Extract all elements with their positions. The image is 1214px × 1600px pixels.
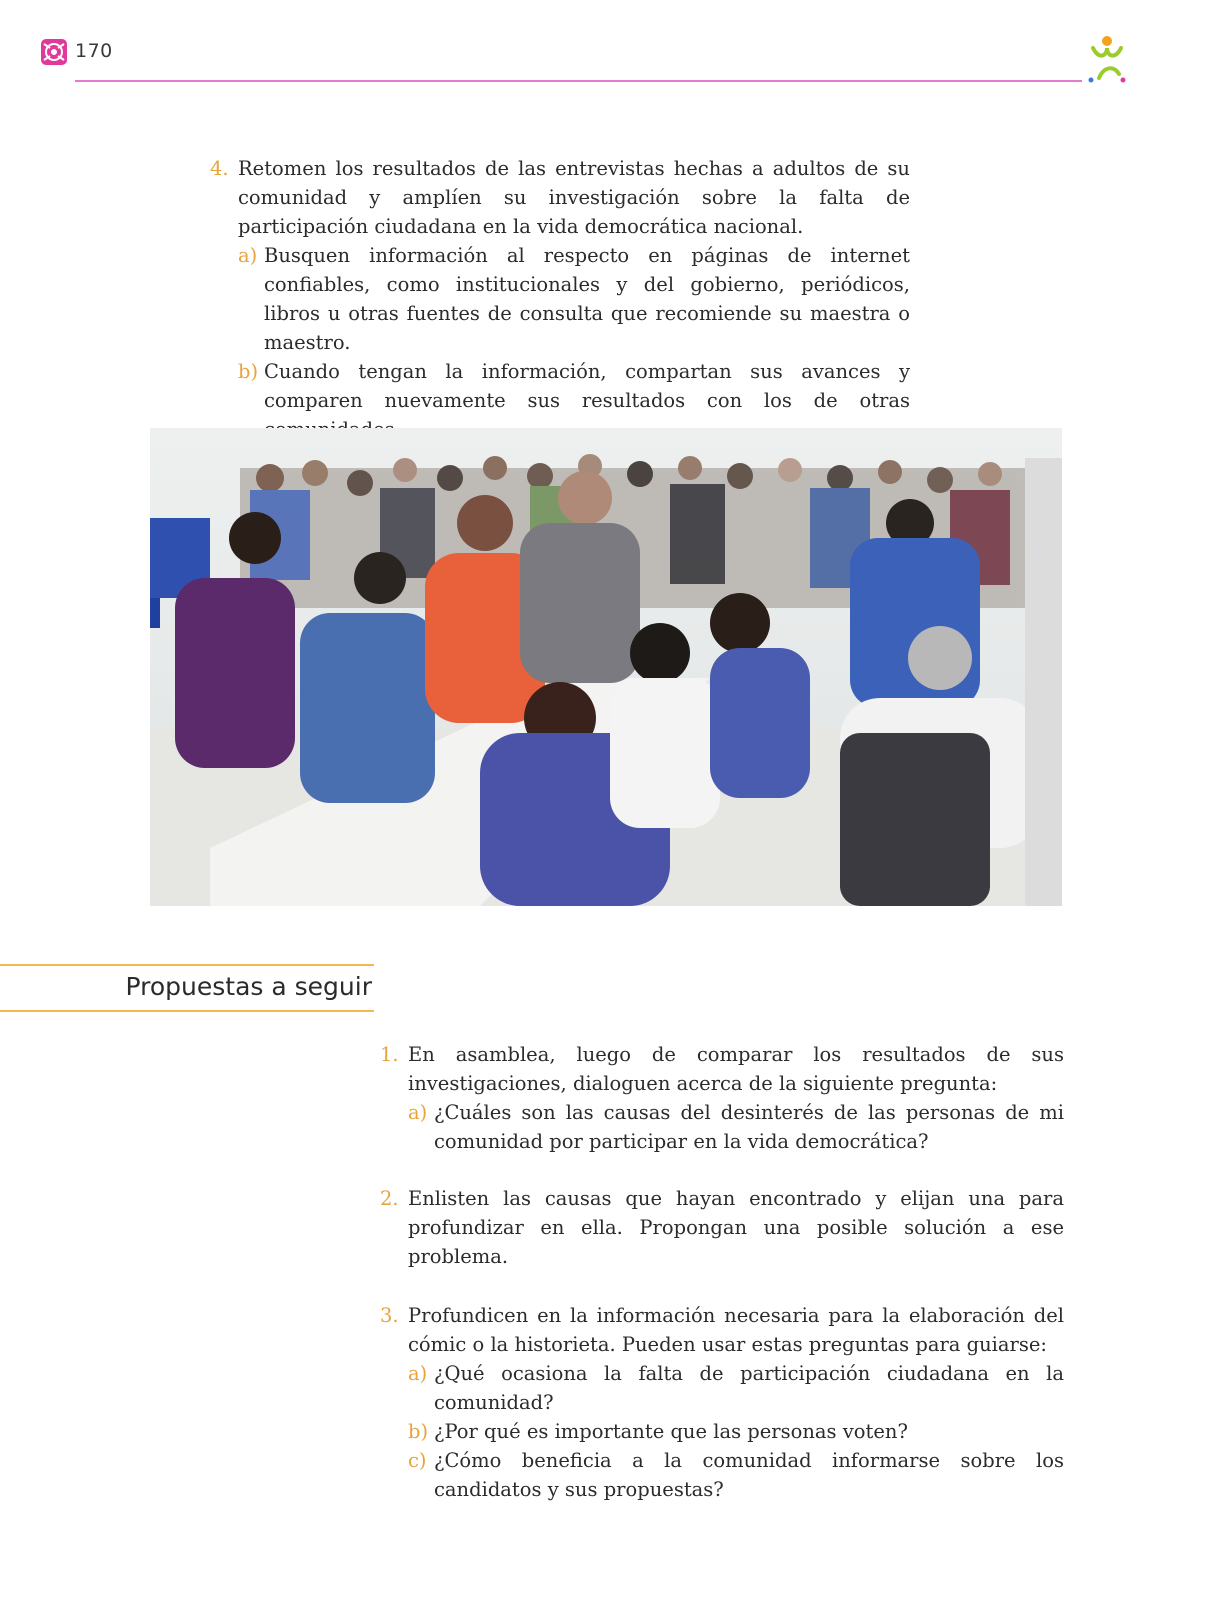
proposal-3 [380,1301,1064,1504]
sub-item [238,241,910,357]
sub-letter: b) [238,360,259,383]
sub-letter: c) [408,1449,427,1472]
page-number: 170 [75,40,113,62]
sub-list [380,1098,1064,1156]
proposal-item [380,1040,1064,1098]
proposals-list [380,1040,1064,1504]
sub-item [408,1417,1064,1446]
item-text: Profundicen en la información necesaria para la elaboración del cómic o la historieta. Pueden usar estas preguntas para guiarse: [408,1304,1064,1356]
community-assembly-photo [150,428,1062,906]
sub-item [408,1446,1064,1504]
sub-letter: a) [238,244,258,267]
flower-ornament-icon [40,38,68,66]
item-number: 3. [380,1304,399,1327]
sub-letter: a) [408,1101,428,1124]
sub-list [210,241,910,444]
header-divider [75,80,1082,82]
page-header [0,0,1214,100]
section-title: Propuestas a seguir [125,972,372,1001]
proposal-2 [380,1184,1064,1271]
sub-text: ¿Cómo beneficia a la comunidad informarse sobre los candidatos y sus propuestas? [434,1449,1064,1501]
heading-rule-bottom [0,1010,374,1012]
brand-logo-icon [1085,34,1137,86]
item-text: En asamblea, luego de comparar los resultados de sus investigaciones, dialoguen acerca de la siguiente pregunta: [408,1043,1064,1095]
sub-text: ¿Cuáles son las causas del desinterés de las personas de mi comunidad por participar en la vida democrática? [434,1101,1064,1153]
item-text: Retomen los resultados de las entrevistas hechas a adultos de su comunidad y amplíen su investigación sobre la falta de participación ciudadana en la vida democrática nacional. [238,157,910,238]
activity-item [210,154,910,241]
sub-item [408,1098,1064,1156]
item-text: Enlisten las causas que hayan encontrado y elijan una para profundizar en ella. Propongan una posible solución a ese problema. [408,1187,1064,1268]
sub-item [408,1359,1064,1417]
sub-list [380,1359,1064,1504]
section-heading [0,964,374,1012]
sub-letter: a) [408,1362,428,1385]
sub-text: Cuando tengan la información, compartan sus avances y comparen nuevamente sus resultados con los de otras [264,360,910,412]
item-number: 4. [210,157,229,180]
item-number: 2. [380,1187,399,1210]
sub-letter: b) [408,1420,429,1443]
proposal-item [380,1301,1064,1359]
heading-rule-top [0,964,374,966]
sub-text: Busquen información al respecto en páginas de internet confiables, como institucionales y del gobierno, periódicos, libros u otras fuentes de consulta que recomiende su maestra o maestro. [264,244,910,354]
activity-4 [210,154,910,444]
item-number: 1. [380,1043,399,1066]
proposal-1 [380,1040,1064,1156]
sub-text: ¿Qué ocasiona la falta de participación ciudadana en la comunidad? [434,1362,1064,1414]
sub-text: ¿Por qué es importante que las personas voten? [434,1420,908,1443]
